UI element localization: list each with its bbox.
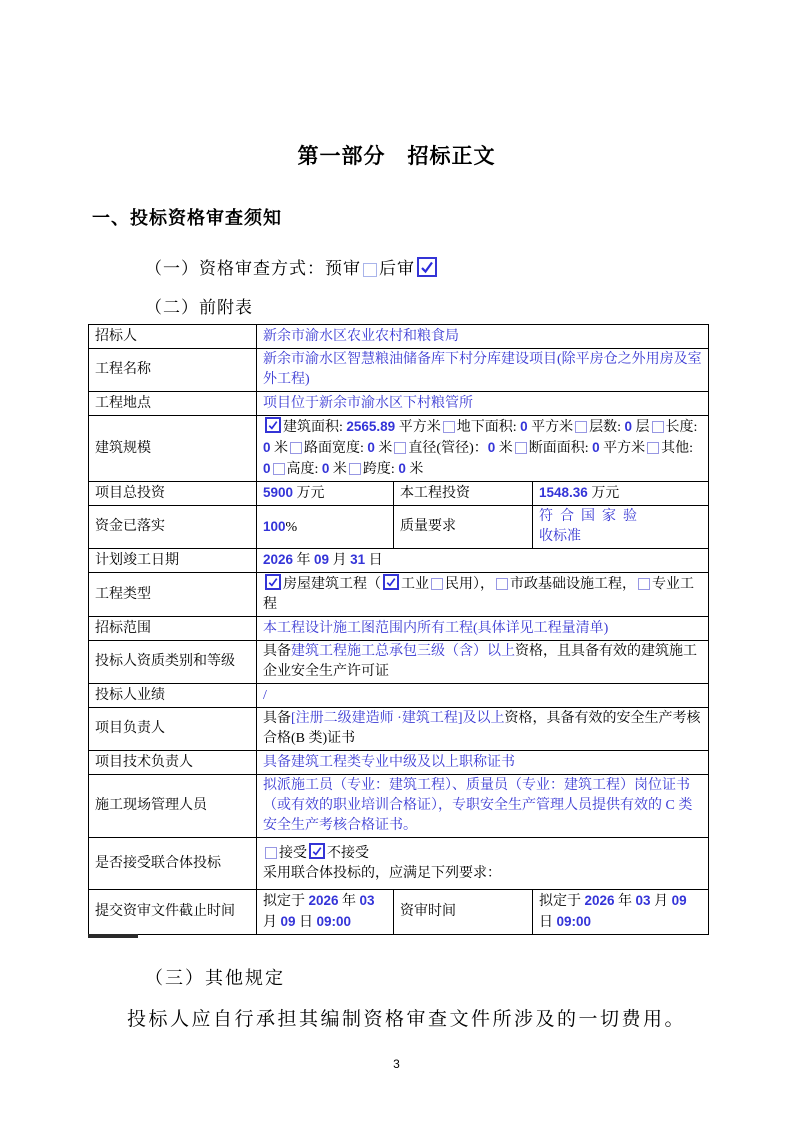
checkbox-unchecked-icon xyxy=(443,421,455,433)
row-value xyxy=(533,506,709,549)
checkbox-unchecked-icon xyxy=(496,578,508,590)
row-label: 招标范围 xyxy=(89,617,257,641)
text-segment: 09 xyxy=(671,893,687,908)
table-row xyxy=(89,416,709,482)
text-segment: 03 xyxy=(635,893,651,908)
text-segment: 平方米 xyxy=(527,420,574,435)
text-segment: 层数: xyxy=(589,420,625,435)
text-segment: 0 xyxy=(487,440,496,455)
text-segment: 2026 xyxy=(308,893,339,908)
checkbox-unchecked-icon xyxy=(363,263,377,277)
text-segment: 日 xyxy=(365,553,383,568)
text-segment: 长度: xyxy=(665,420,698,435)
text-segment: 断面面积: xyxy=(528,441,593,456)
text-segment: 31 xyxy=(350,552,366,567)
checkbox-checked-icon xyxy=(417,257,437,277)
text-segment: 民用）， xyxy=(445,577,494,592)
table-row xyxy=(89,641,709,684)
row-label: 本工程投资 xyxy=(394,482,533,506)
text-segment: 建筑面积: xyxy=(283,420,347,435)
pre-attached-table xyxy=(88,324,709,935)
text-segment: 1548.36 xyxy=(539,485,588,500)
row-value xyxy=(533,890,709,935)
text-segment: 月 xyxy=(263,915,281,930)
checkbox-unchecked-icon xyxy=(647,442,659,454)
row-value xyxy=(257,573,709,617)
text-segment: 资格，且具备有效的建筑施工企业安全生产许可证 xyxy=(263,644,697,679)
row-value xyxy=(257,684,709,708)
checkbox-unchecked-icon xyxy=(290,442,302,454)
text-segment: 米 xyxy=(405,462,424,477)
text-segment: 2026 xyxy=(584,893,615,908)
checkbox-unchecked-icon xyxy=(273,463,285,475)
text-segment: 0 xyxy=(263,440,271,455)
row-value xyxy=(257,751,709,775)
qualification-method-line xyxy=(145,254,793,279)
text-segment: 拟定于 xyxy=(539,894,585,909)
text-segment: 具备 xyxy=(263,644,291,659)
row-value xyxy=(257,641,709,684)
text-segment: 日 xyxy=(295,915,317,930)
document-title: 第一部分 招标正文 xyxy=(297,145,496,168)
text-segment: 项目位于新余市渝水区下村粮管所 xyxy=(263,395,473,411)
row-value xyxy=(257,838,709,890)
table-row xyxy=(89,708,709,751)
text-segment: 资格，具备有效的安全生产考核合格(B 类)证书 xyxy=(263,711,701,746)
checkbox-unchecked-icon xyxy=(431,578,443,590)
text-segment: 09:00 xyxy=(556,914,592,929)
checkbox-unchecked-icon xyxy=(265,847,277,859)
checkbox-unchecked-icon xyxy=(575,421,587,433)
text-segment: 路面宽度: xyxy=(304,441,368,456)
text-segment: 2565.89 xyxy=(346,419,396,434)
row-label: 工程地点 xyxy=(89,392,257,416)
text-segment: 0 xyxy=(624,419,633,434)
table-row xyxy=(89,482,709,506)
row-value xyxy=(257,549,709,573)
text-segment: 采用联合体投标的，应满足下列要求： xyxy=(263,866,501,881)
text-segment: 米 xyxy=(329,462,347,477)
text-segment: 5900 xyxy=(263,485,294,500)
row-label: 项目负责人 xyxy=(89,708,257,751)
text-segment: 100 xyxy=(263,518,286,534)
row-value xyxy=(257,482,394,506)
text-segment: 后审 xyxy=(379,259,415,278)
row-value xyxy=(257,506,394,549)
checkbox-unchecked-icon xyxy=(349,463,361,475)
text-segment: 0 xyxy=(520,419,528,434)
row-label: 项目总投资 xyxy=(89,482,257,506)
text-segment: % xyxy=(285,519,298,535)
text-segment: 03 xyxy=(359,893,375,908)
text-segment: 高度: xyxy=(286,462,322,477)
text-segment: 2026 xyxy=(263,552,294,567)
text-segment: 月 xyxy=(329,553,351,568)
row-label: 提交资审文件截止时间 xyxy=(89,890,257,935)
text-segment: 层 xyxy=(632,420,650,435)
row-label: 资审时间 xyxy=(394,890,533,935)
row-label: 工程类型 xyxy=(89,573,257,617)
text-segment: 平方米 xyxy=(395,420,441,435)
table-row xyxy=(89,549,709,573)
text-segment: 万元 xyxy=(293,486,325,501)
text-segment: 0 xyxy=(321,461,330,476)
checkbox-checked-icon xyxy=(383,574,399,590)
table-row xyxy=(89,392,709,416)
table-row xyxy=(89,325,709,349)
row-value xyxy=(533,482,709,506)
row-value xyxy=(257,416,709,482)
text-segment: 新余市渝水区农业农村和粮食局 xyxy=(263,328,459,344)
text-segment: 米 xyxy=(270,441,289,456)
table-row xyxy=(89,751,709,775)
row-label: 质量要求 xyxy=(394,506,533,549)
table-row xyxy=(89,775,709,838)
row-value xyxy=(257,392,709,416)
text-segment: 具备建筑工程类专业中级及以上职称证书 xyxy=(263,754,515,770)
pre-attached-table-line: （二）前附表 xyxy=(145,298,253,317)
text-segment: 平方米 xyxy=(599,441,646,456)
row-label: 投标人业绩 xyxy=(89,684,257,708)
row-value xyxy=(257,775,709,838)
row-label: 施工现场管理人员 xyxy=(89,775,257,838)
info-table-body xyxy=(89,325,709,935)
row-label: 建筑规模 xyxy=(89,416,257,482)
closing-paragraph: 投标人应自行承担其编制资格审查文件所涉及的一切费用。 xyxy=(127,1009,687,1030)
checkbox-checked-icon xyxy=(309,843,325,859)
other-provisions-heading: （三）其他规定 xyxy=(145,968,285,988)
text-segment: 收标准 xyxy=(539,529,581,544)
text-segment: 米 xyxy=(374,441,393,456)
checkbox-checked-icon xyxy=(265,574,281,590)
text-segment: 0 xyxy=(367,440,375,455)
row-label: 计划竣工日期 xyxy=(89,549,257,573)
row-label: 是否接受联合体投标 xyxy=(89,838,257,890)
text-segment: 月 xyxy=(650,894,672,909)
text-segment: 市政基础设施工程， xyxy=(510,577,636,592)
row-value xyxy=(257,349,709,392)
checkbox-unchecked-icon xyxy=(515,442,527,454)
row-value xyxy=(257,617,709,641)
text-segment: 年 xyxy=(614,894,636,909)
text-segment: 0 xyxy=(398,461,406,476)
table-row xyxy=(89,349,709,392)
table-row xyxy=(89,838,709,890)
page-number: 3 xyxy=(393,1057,400,1071)
row-label: 资金已落实 xyxy=(89,506,257,549)
row-label: 项目技术负责人 xyxy=(89,751,257,775)
row-label: 投标人资质类别和等级 xyxy=(89,641,257,684)
text-segment: 跨度: xyxy=(362,462,399,477)
text-segment: 09 xyxy=(314,552,330,567)
text-segment: 0 xyxy=(592,440,600,455)
row-value xyxy=(257,890,394,935)
text-segment: 拟定于 xyxy=(263,894,309,909)
text-segment: / xyxy=(263,687,267,703)
text-segment: [注册二级建造师 ·建筑工程]及以上 xyxy=(291,711,505,726)
table-row xyxy=(89,506,709,549)
text-segment: 万元 xyxy=(587,486,620,501)
text-segment: 09:00 xyxy=(316,914,352,929)
text-segment: 具备 xyxy=(263,711,291,726)
row-value xyxy=(257,325,709,349)
checkbox-unchecked-icon xyxy=(638,578,650,590)
text-segment: 09 xyxy=(280,914,296,929)
text-segment: 直径(管径)： xyxy=(408,441,488,456)
checkbox-checked-icon xyxy=(265,417,281,433)
text-segment: 专业工程 xyxy=(263,577,694,612)
row-label: 招标人 xyxy=(89,325,257,349)
section-heading: 一、投标资格审查须知 xyxy=(92,208,282,228)
text-segment: 米 xyxy=(495,441,513,456)
table-row xyxy=(89,617,709,641)
scan-artifact-line xyxy=(88,934,138,938)
table-row xyxy=(89,573,709,617)
row-value xyxy=(257,708,709,751)
text-segment: （一）资格审查方式：预审 xyxy=(145,259,361,278)
text-segment: 其他: xyxy=(661,441,694,456)
text-segment: 0 xyxy=(263,461,271,476)
table-row xyxy=(89,890,709,935)
table-row xyxy=(89,684,709,708)
text-segment: 拟派施工员（专业：建筑工程）、质量员（专业：建筑工程）岗位证书（或有效的职业培训合格证），专职安全生产管理人员提供有效的 C 类安全生产考核合格证书。 xyxy=(263,778,693,833)
checkbox-unchecked-icon xyxy=(652,421,664,433)
text-segment: 地下面积: xyxy=(456,420,521,435)
text-segment: 年 xyxy=(338,894,360,909)
text-segment: 本工程设计施工图范围内所有工程(具体详见工程量清单) xyxy=(263,620,609,636)
text-segment: 接受 xyxy=(279,846,307,861)
checkbox-unchecked-icon xyxy=(394,442,406,454)
text-segment: 房屋建筑工程（ xyxy=(283,577,381,592)
text-segment: 建筑工程施工总承包三级（含）以上 xyxy=(291,644,515,659)
text-segment: 符合国家验 xyxy=(539,509,644,524)
text-segment: 年 xyxy=(293,553,315,568)
row-label: 工程名称 xyxy=(89,349,257,392)
text-segment: 不接受 xyxy=(327,846,369,861)
text-segment: 工业 xyxy=(401,577,429,592)
text-segment: 日 xyxy=(539,915,557,930)
text-segment: 新余市渝水区智慧粮油储备库下村分库建设项目(除平房仓之外用房及室外工程) xyxy=(263,352,702,387)
